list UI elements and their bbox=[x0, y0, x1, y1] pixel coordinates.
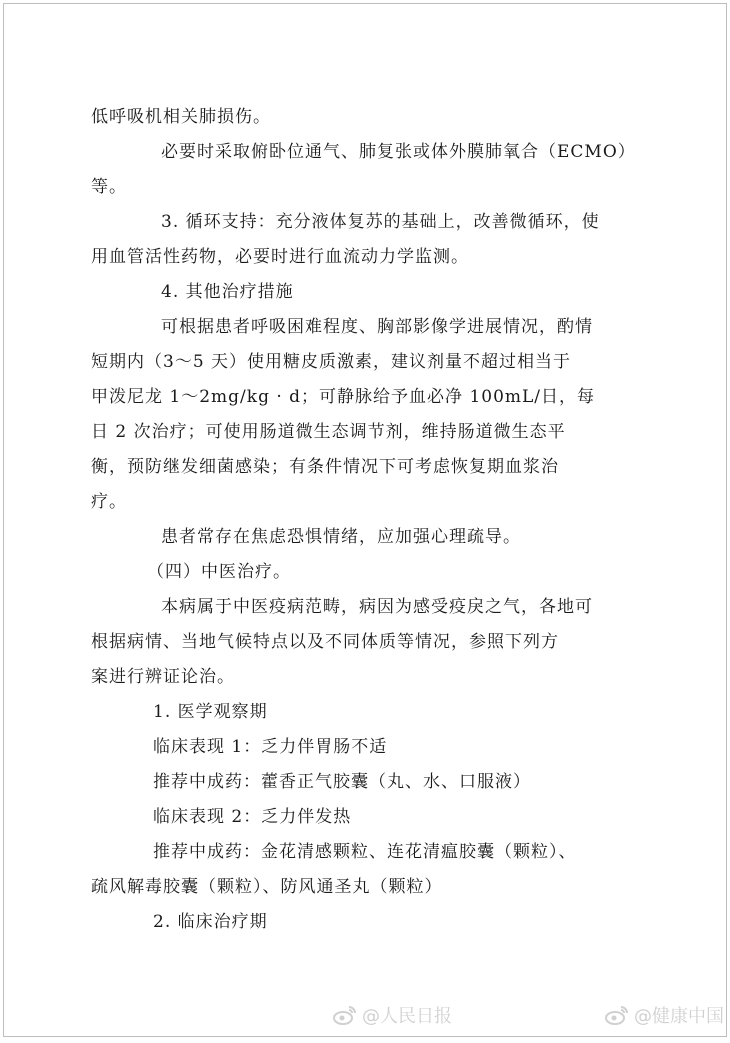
text-line: 衡，预防继发细菌感染；有条件情况下可考虑恢复期血浆治 bbox=[91, 457, 559, 477]
text-line: 推荐中成药：藿香正气胶囊（丸、水、口服液） bbox=[153, 772, 531, 792]
document-body bbox=[91, 100, 651, 940]
section-heading: 4. 其他治疗措施 bbox=[161, 282, 294, 302]
text-line: 低呼吸机相关肺损伤。 bbox=[91, 107, 271, 127]
text-line: 疏风解毒胶囊（颗粒）、防风通圣丸（颗粒） bbox=[91, 877, 443, 897]
text-line: 根据病情、当地气候特点以及不同体质等情况，参照下列方 bbox=[91, 632, 559, 652]
section-heading: 1. 医学观察期 bbox=[153, 702, 268, 722]
weibo-icon bbox=[604, 1004, 630, 1026]
text-line: 3. 循环支持：充分液体复苏的基础上，改善微循环，使 bbox=[161, 212, 600, 232]
text-line: 本病属于中医疫病范畴，病因为感受疫戾之气，各地可 bbox=[161, 597, 593, 617]
section-heading: （四）中医治疗。 bbox=[147, 562, 291, 582]
watermark-text: @健康中国 bbox=[634, 1006, 724, 1027]
text-line: 推荐中成药：金花清感颗粒、连花清瘟胶囊（颗粒）、 bbox=[153, 842, 577, 862]
section-heading: 2. 临床治疗期 bbox=[153, 912, 268, 932]
document-page bbox=[3, 3, 727, 1037]
watermark-healthy-china bbox=[604, 1002, 724, 1028]
text-line: 必要时采取俯卧位通气、肺复张或体外膜肺氧合（ECMO） bbox=[161, 142, 636, 162]
text-line: 临床表现 2：乏力伴发热 bbox=[153, 807, 352, 827]
text-line: 疗。 bbox=[91, 492, 127, 512]
text-line: 短期内（3～5 天）使用糖皮质激素，建议剂量不超过相当于 bbox=[91, 352, 572, 372]
text-line: 日 2 次治疗；可使用肠道微生态调节剂，维持肠道微生态平 bbox=[91, 422, 566, 442]
watermark-text: @人民日报 bbox=[362, 1006, 452, 1027]
weibo-icon bbox=[332, 1004, 358, 1026]
text-line: 患者常存在焦虑恐惧情绪，应加强心理疏导。 bbox=[161, 527, 521, 547]
text-line: 用血管活性药物，必要时进行血流动力学监测。 bbox=[91, 247, 469, 267]
text-line: 可根据患者呼吸困难程度、胸部影像学进展情况，酌情 bbox=[161, 317, 593, 337]
text-line: 案进行辨证论治。 bbox=[91, 667, 235, 687]
text-line: 甲泼尼龙 1～2mg/kg · d；可静脉给予血必净 100mL/日，每 bbox=[91, 387, 596, 407]
watermark-bar bbox=[4, 1002, 726, 1030]
text-line: 临床表现 1：乏力伴胃肠不适 bbox=[153, 737, 388, 757]
text-line: 等。 bbox=[91, 177, 127, 197]
watermark-people-daily bbox=[332, 1002, 452, 1028]
